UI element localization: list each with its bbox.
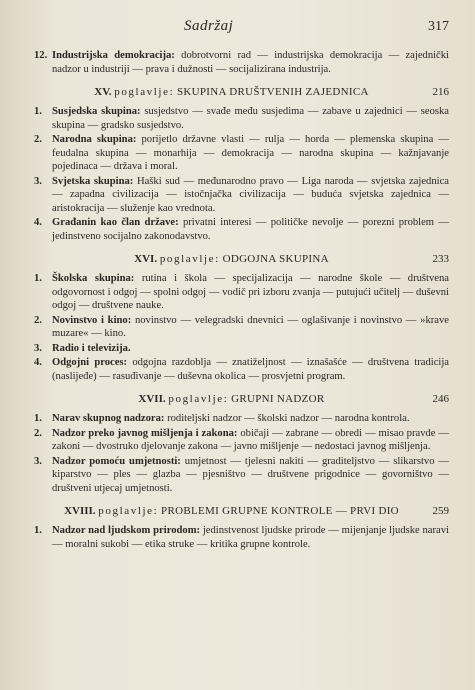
toc-entry	[34, 524, 449, 551]
entry-text	[52, 314, 449, 341]
entry-topics: novinstvo — velegradski dnevnici — oglašivanje i novinstvo — »krave muzare« — kino.	[52, 314, 449, 339]
entry-number: 2.	[34, 134, 42, 145]
entry-number: 1.	[34, 525, 42, 536]
toc-entry	[34, 216, 449, 243]
entry-text	[52, 524, 449, 551]
entry-heading: Nadzor pomoću umjetnosti:	[52, 455, 181, 467]
entry-text	[52, 216, 449, 243]
entry-heading: Industrijska demokracija:	[52, 50, 175, 61]
entry-topics: privatni interesi — političke nevolje — porezni problem — jedinstveno socijalno zakonodavstvo.	[52, 217, 449, 242]
chapter-title: SKUPINA DRUŠTVENIH ZAJEDNICA	[176, 86, 369, 98]
entry-heading: Svjetska skupina:	[52, 175, 134, 187]
entry-heading: Radio i televizija.	[52, 342, 131, 354]
chapter-heading	[34, 505, 449, 518]
entry-heading: Nadzor preko javnog mišljenja i zakona:	[52, 427, 238, 439]
entry-text	[52, 175, 449, 216]
chapter-page-number: 246	[432, 393, 449, 405]
entry-heading: Susjedska skupina:	[52, 106, 141, 117]
entry-text	[52, 412, 449, 426]
entry-number: 4.	[34, 357, 42, 368]
entry-text	[52, 49, 449, 76]
entry-text	[52, 105, 449, 132]
entry-text	[52, 133, 449, 174]
chapter-heading	[34, 253, 449, 266]
entry-topics: običaji — zabrane — obredi — misao pravde — zakoni — dvostruko djelovanje zakona — javno mišljenje — nedostaci javnog mišljenja.	[52, 427, 449, 452]
entry-number: 3.	[34, 342, 42, 354]
entry-topics: susjedstvo — svađe među susjedima — zabave u zajednici — seoska skupina — gradsko susjedstvo.	[52, 106, 449, 131]
chapter-label: poglavlje:	[159, 253, 220, 265]
chapter-numeral: XVIII.	[64, 505, 96, 517]
entry-number: 2.	[34, 427, 42, 439]
chapter-title: GRUPNI NADZOR	[231, 393, 325, 405]
entry-heading: Novinstvo i kino:	[52, 314, 132, 326]
chapter-title: PROBLEMI GRUPNE KONTROLE — PRVI DIO	[161, 505, 399, 517]
entry-heading: Školska skupina:	[52, 273, 135, 284]
toc-entry	[34, 105, 449, 132]
entry-number: 1.	[34, 413, 42, 424]
entry-topics: rutina i škola — specijalizacija — narodne škole — društvena odgovornost i odgoj — spolni odgoj — vodič pri izboru zvanja — putujući učitelj — duševni odgoj — društvene nauke.	[52, 273, 449, 311]
toc-entry	[34, 272, 449, 313]
chapter-label: poglavlje:	[168, 393, 229, 405]
chapter-heading	[34, 393, 449, 406]
toc-entry	[34, 455, 449, 496]
entry-topics: roditeljski nadzor — školski nadzor — narodna kontrola.	[164, 413, 410, 424]
toc-entry	[34, 314, 449, 341]
toc-entry	[34, 133, 449, 174]
chapter-numeral: XVI.	[134, 253, 158, 265]
entry-topics: jedinstvenost ljudske prirode — mijenjanje ljudske naravi — moralni sukobi — etika struke — kritika grupne kontrole.	[52, 525, 449, 550]
chapter-title-block	[34, 505, 419, 518]
chapter-page-number: 233	[432, 253, 449, 265]
entry-text	[52, 342, 449, 356]
entry-number: 3.	[34, 455, 42, 467]
toc-entry	[34, 356, 449, 383]
chapter-title-block	[34, 393, 419, 406]
entry-heading: Narodna skupina:	[52, 134, 137, 145]
entry-topics: Haški sud — međunarodno pravo — Liga naroda — svjetska zajednica — zapadna civilizacija — istočnjačka civilizacija — buduća svjetska zajednica — aristokracija — služenje kao vrednota.	[52, 175, 449, 214]
page-header	[34, 18, 449, 35]
entry-text	[52, 272, 449, 313]
entry-heading: Odgojni proces:	[52, 357, 128, 368]
entry-topics: porijetlo državne vlasti — rulja — horda — plemenska skupina — feudalna skupina — monarhija — demokracija — narodna skupina — kažnjavanje pojedinaca — država i moral.	[52, 134, 449, 172]
entry-text	[52, 427, 449, 454]
running-title: Sadržaj	[184, 18, 234, 34]
page-number: 317	[428, 19, 449, 34]
entry-number: 2.	[34, 314, 42, 326]
toc-entry	[34, 175, 449, 216]
entry-topics: odgojna razdoblja — znatiželjnost — iznašašće — društvena tradicija (naslijeđe) — rasuđivanje — duševna okolica — prosvjetni program.	[52, 357, 449, 382]
toc-entry	[34, 342, 449, 356]
chapter-numeral: XVII.	[138, 393, 166, 405]
toc-entry	[34, 427, 449, 454]
entry-heading: Nadzor nad ljudskom prirodom:	[52, 525, 201, 536]
chapter-page-number: 216	[432, 86, 449, 98]
chapter-title: ODGOJNA SKUPINA	[222, 253, 329, 265]
entry-number: 1.	[34, 106, 42, 117]
entry-topics: dobrotvorni rad — industrijska demokracija — zajednički nadzor u industriji — prava i dužnosti — socijalizirana industrija.	[52, 50, 450, 75]
toc-entry	[34, 49, 449, 76]
entry-heading: Građanin kao član države:	[52, 217, 179, 228]
toc-entry	[34, 412, 449, 426]
chapter-page-number: 259	[432, 505, 449, 517]
chapter-heading	[34, 86, 449, 99]
entry-heading: Narav skupnog nadzora:	[52, 413, 165, 424]
entry-number: 4.	[34, 217, 42, 228]
chapter-numeral: XV.	[94, 86, 112, 98]
chapter-label: poglavlje:	[114, 86, 175, 98]
entry-number: 12.	[34, 50, 48, 61]
entry-number: 1.	[34, 273, 42, 284]
entry-text	[52, 455, 449, 496]
table-of-contents	[34, 49, 449, 551]
chapter-title-block	[34, 253, 419, 266]
chapter-title-block	[34, 86, 419, 99]
chapter-label: poglavlje:	[98, 505, 159, 517]
entry-topics: umjetnost — tjelesni nakiti — graditeljstvo — slikarstvo — kiparstvo — ples — glazba — pjesništvo — društvene prigodnice — govorništvo — društveni utjecaj umjetnosti.	[52, 455, 449, 494]
entry-number: 3.	[34, 175, 42, 187]
entry-text	[52, 356, 449, 383]
